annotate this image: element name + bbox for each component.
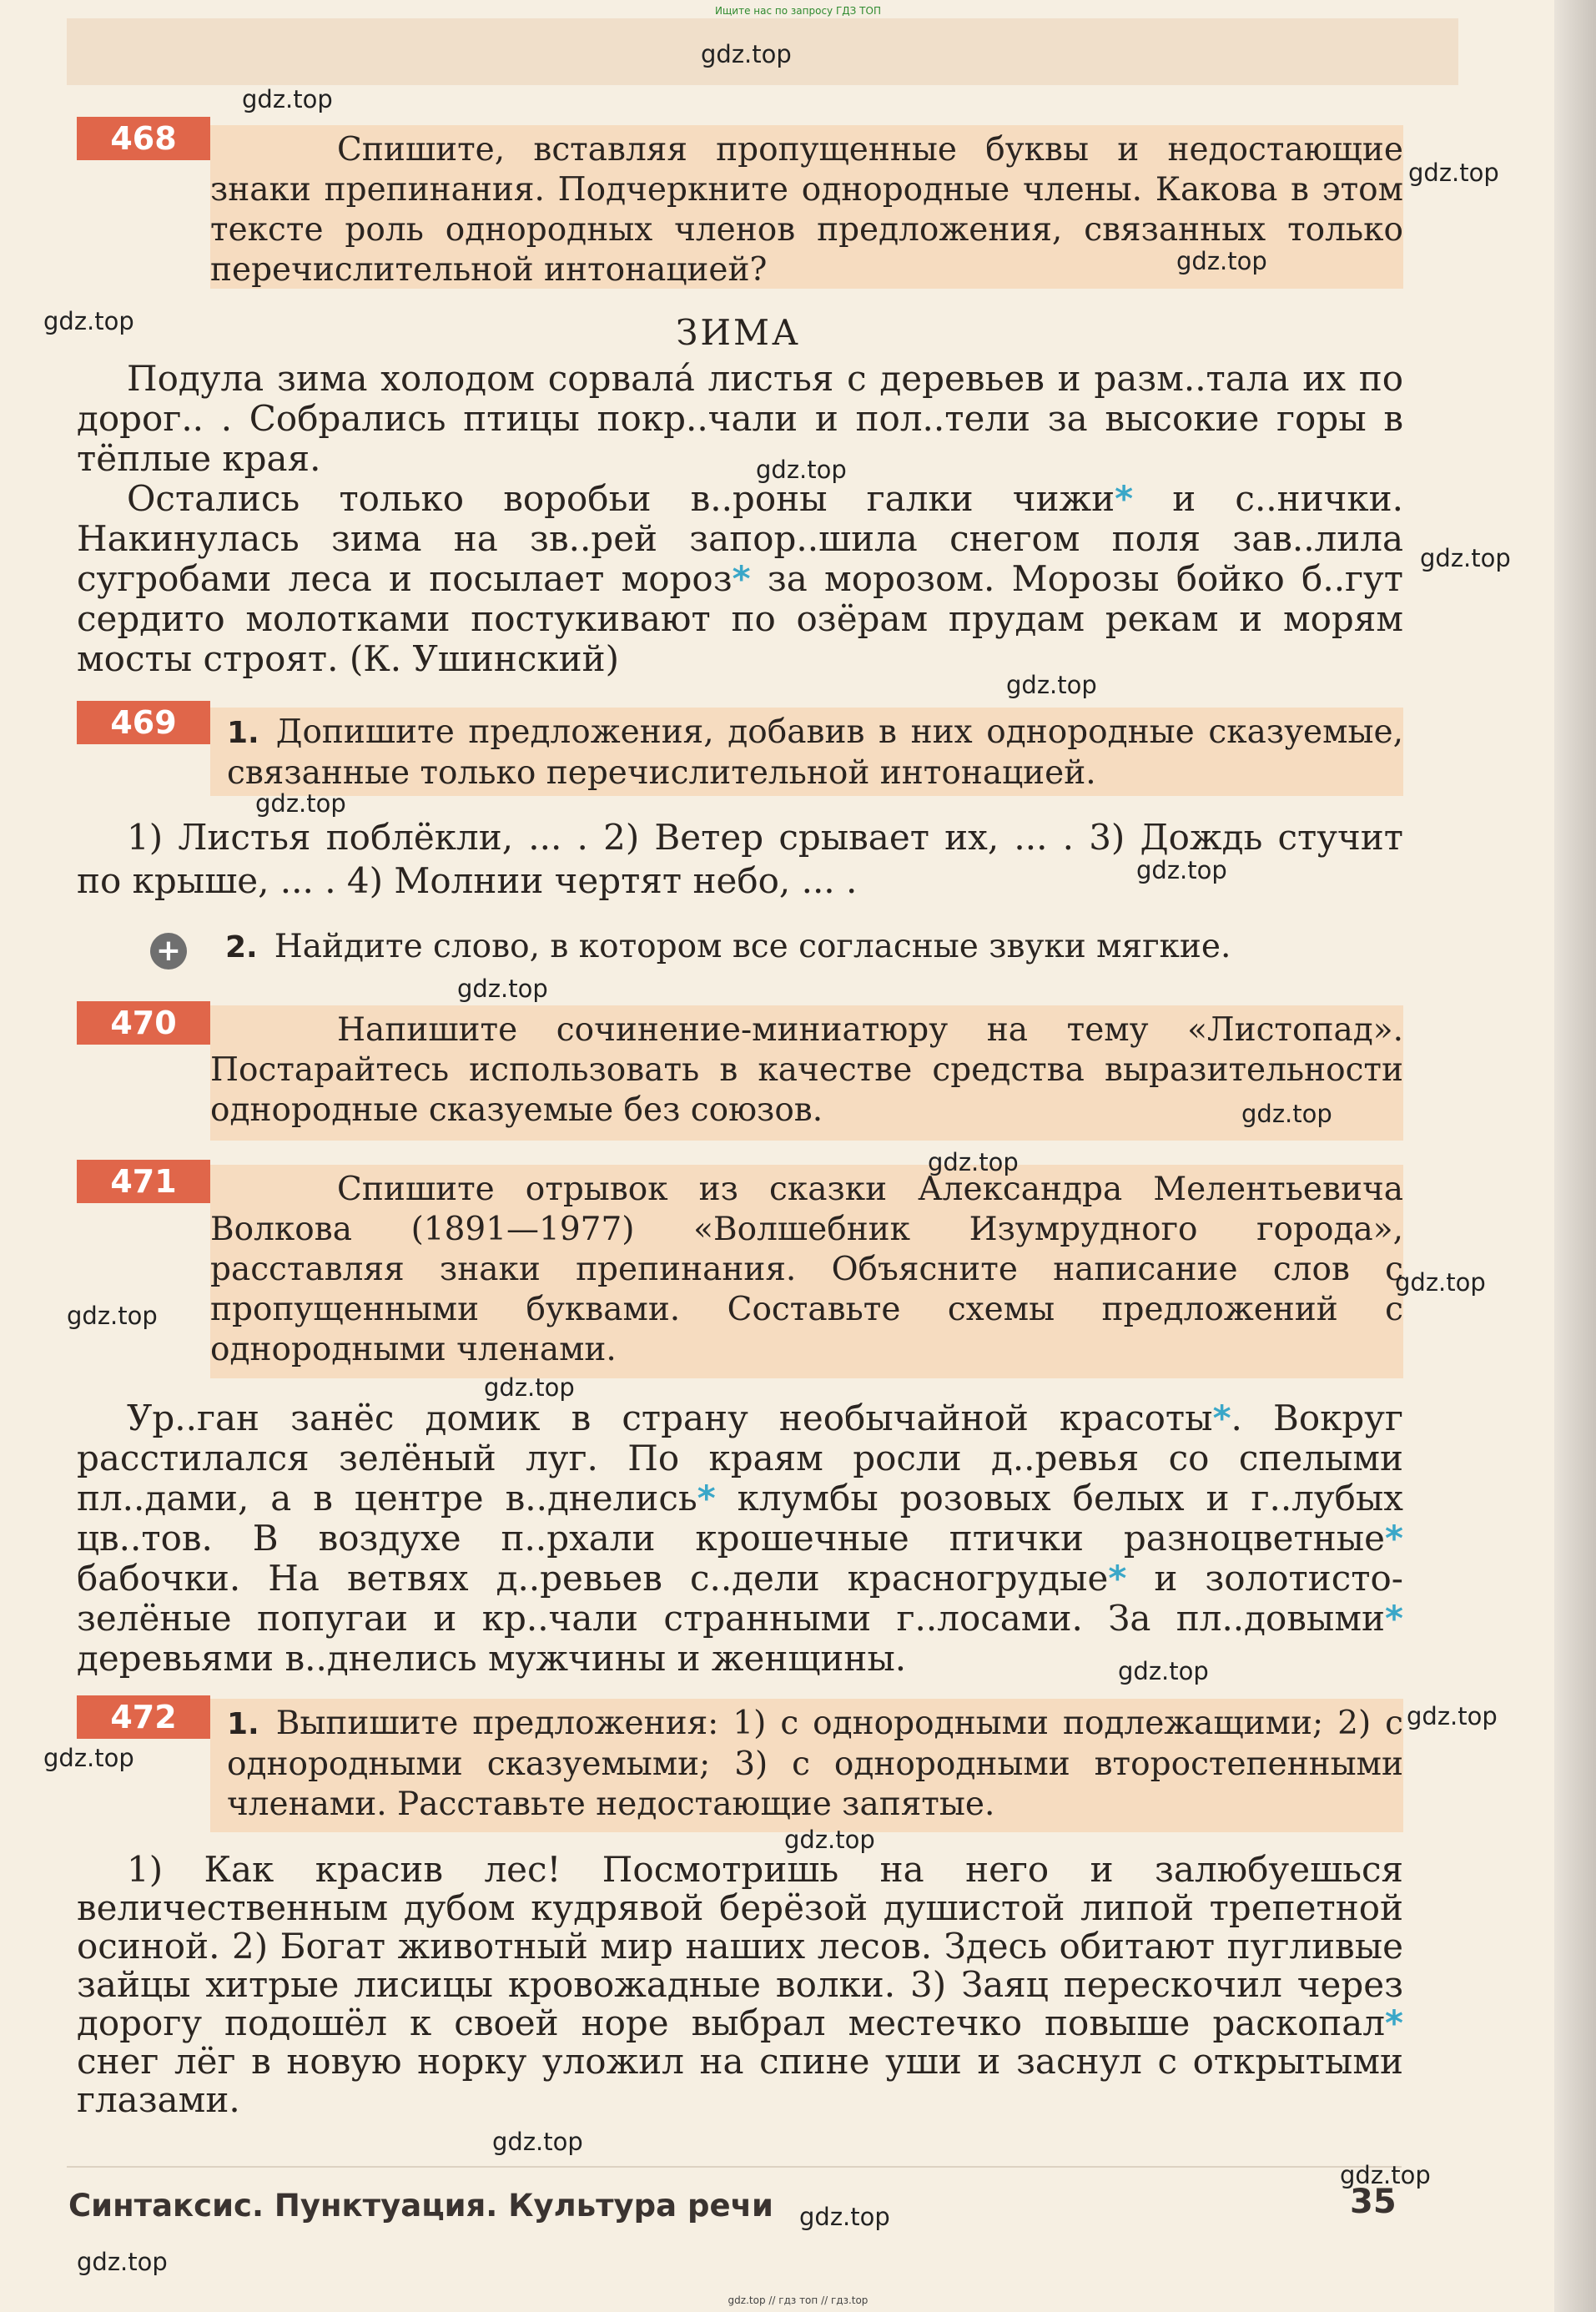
item-number: 1. [227,716,259,750]
watermark: gdz.top [799,2203,890,2231]
item-text: Найдите слово, в котором все согласные звуки мягкие. [274,928,1231,965]
footnote-asterisk: * [1108,1558,1127,1599]
text-title: ЗИМА [676,312,801,353]
watermark: gdz.top [1118,1657,1209,1685]
footnote-asterisk: * [732,558,751,599]
footer-section-title: Синтаксис. Пунктуация. Культура речи [68,2188,773,2224]
exercise-text [77,359,1403,679]
footer-rule [67,2166,1402,2168]
exercise-number: 471 [77,1160,210,1203]
watermark: gdz.top [1176,247,1267,275]
exercise-text [77,1851,1403,2119]
exercise-instruction [210,1005,1403,1141]
top-note: Ищите нас по запросу ГДЗ ТОП [715,5,881,17]
watermark: gdz.top [77,2248,168,2276]
watermark: gdz.top [1340,2161,1431,2189]
exercise-instruction [210,1699,1403,1832]
watermark: gdz.top [457,975,548,1003]
watermark: gdz.top [1420,544,1511,572]
exercise-number: 472 [77,1695,210,1739]
footnote-asterisk: * [1115,478,1134,519]
watermark: gdz.top [756,456,847,484]
watermark: gdz.top [1136,856,1227,884]
instruction-text: Спишите отрывок из сказки Александра Мелентьевича Волкова (1891—1977) «Волшебник Изумрудного города», расставляя знаки препинания. Объясните написание слов с пропущенными буквами. Составьте схемы предложений с однородными членами. [210,1171,1403,1368]
watermark: gdz.top [1395,1268,1486,1297]
exercise-text [77,1398,1403,1679]
instruction-text: Спишите, вставляя пропущенные буквы и недостающие знаки препинания. Подчеркните однородные члены. Какова в этом тексте роль однородных членов предложения, связанных только перечислительной интонацией? [210,131,1403,289]
exercise-number: 468 [77,117,210,160]
instruction-text: Напишите сочинение-миниатюру на тему «Листопад». Постарайтесь использовать в качестве средства выразительности однородные сказуемые без союзов. [210,1011,1403,1129]
paragraph: Подула зима холодом сорвала́ листья с деревьев и разм..тала их по дорог.. . Собрались птицы покр..чали и пол..тели за высокие горы в тёплые края. [77,358,1403,479]
footnote-asterisk: * [1385,2002,1403,2043]
watermark: gdz.top [67,1302,158,1330]
paragraph: 1) Как красив лес! Посмотришь на него и залюбуешься величественным дубом кудрявой берёзой душистой липой трепетной осиной. 2) Богат животный мир наших лесов. Здесь обитают пугливые зайцы хитрые лисицы кровожадные волки. 3) Заяц перескочил через дорогу подошёл к своей норе выбрал местечко повыше раскопал* снег лёг в новую норку уложил на спине уши и заснул с открытыми глазами. [77,1849,1403,2120]
exercise-instruction [210,1165,1403,1378]
footnote-asterisk: * [1212,1398,1231,1438]
watermark: gdz.top [1408,159,1499,187]
exercise-instruction [210,708,1403,796]
paragraph: 1) Листья поблёкли, ... . 2) Ветер срывает их, ... . 3) Дождь стучит по крыше, ... . 4) Молнии чертят небо, ... . [77,817,1403,901]
exercise-item [225,928,1231,965]
instruction-text: Допишите предложения, добавив в них однородные сказуемые, связанные только перечислительной интонацией. [227,713,1403,792]
footnote-asterisk: * [1385,1518,1403,1559]
plus-icon: + [150,933,187,970]
watermark: gdz.top [484,1373,575,1402]
paragraph: Остались только воробьи в..роны галки чижи* и с..нички. Накинулась зима на зв..рей запор..шила снегом поля зав..лила сугробами леса и посылает мороз* за морозом. Морозы бойко б..гут сердито молотками постукивают по озёрам прудам рекам и морям мосты строят. (К. Ушинский) [77,478,1403,679]
instruction-text: Выпишите предложения: 1) с однородными подлежащими; 2) с однородными сказуемыми; 3) с однородными второстепенными членами. Расставьте недостающие запятые. [227,1705,1403,1823]
watermark: gdz.top [928,1148,1019,1176]
bottom-note: gdz.top // гдз топ // гдз.top [728,2294,868,2306]
watermark: gdz.top [701,40,792,68]
watermark: gdz.top [1006,671,1097,699]
exercise-number: 470 [77,1001,210,1045]
watermark: gdz.top [43,307,134,335]
item-number: 1. [227,1707,259,1741]
page-edge [1554,0,1596,2312]
exercise-number: 469 [77,701,210,744]
footnote-asterisk: * [1385,1598,1403,1639]
watermark: gdz.top [1241,1100,1332,1128]
watermark: gdz.top [784,1826,875,1854]
watermark: gdz.top [43,1744,134,1772]
watermark: gdz.top [255,789,346,818]
watermark: gdz.top [242,85,333,113]
watermark: gdz.top [1407,1702,1498,1730]
footnote-asterisk: * [697,1478,716,1519]
item-number: 2. [225,930,258,965]
page-number: 35 [1350,2183,1397,2221]
paragraph: Ур..ган занёс домик в страну необычайной красоты*. Вокруг расстилался зелёный луг. По краям росли д..ревья со спелыми пл..дами, а в центре в..днелись* клумбы розовых белых и г..лубых цв..тов. В воздухе п..рхали крошечные птички разноцветные* бабочки. На ветвях д..ревьев с..дели красногрудые* и золотисто-зелёные попугаи и кр..чали странными г..лосами. За пл..довыми* деревьями в..днелись мужчины и женщины. [77,1398,1403,1679]
watermark: gdz.top [492,2128,583,2156]
